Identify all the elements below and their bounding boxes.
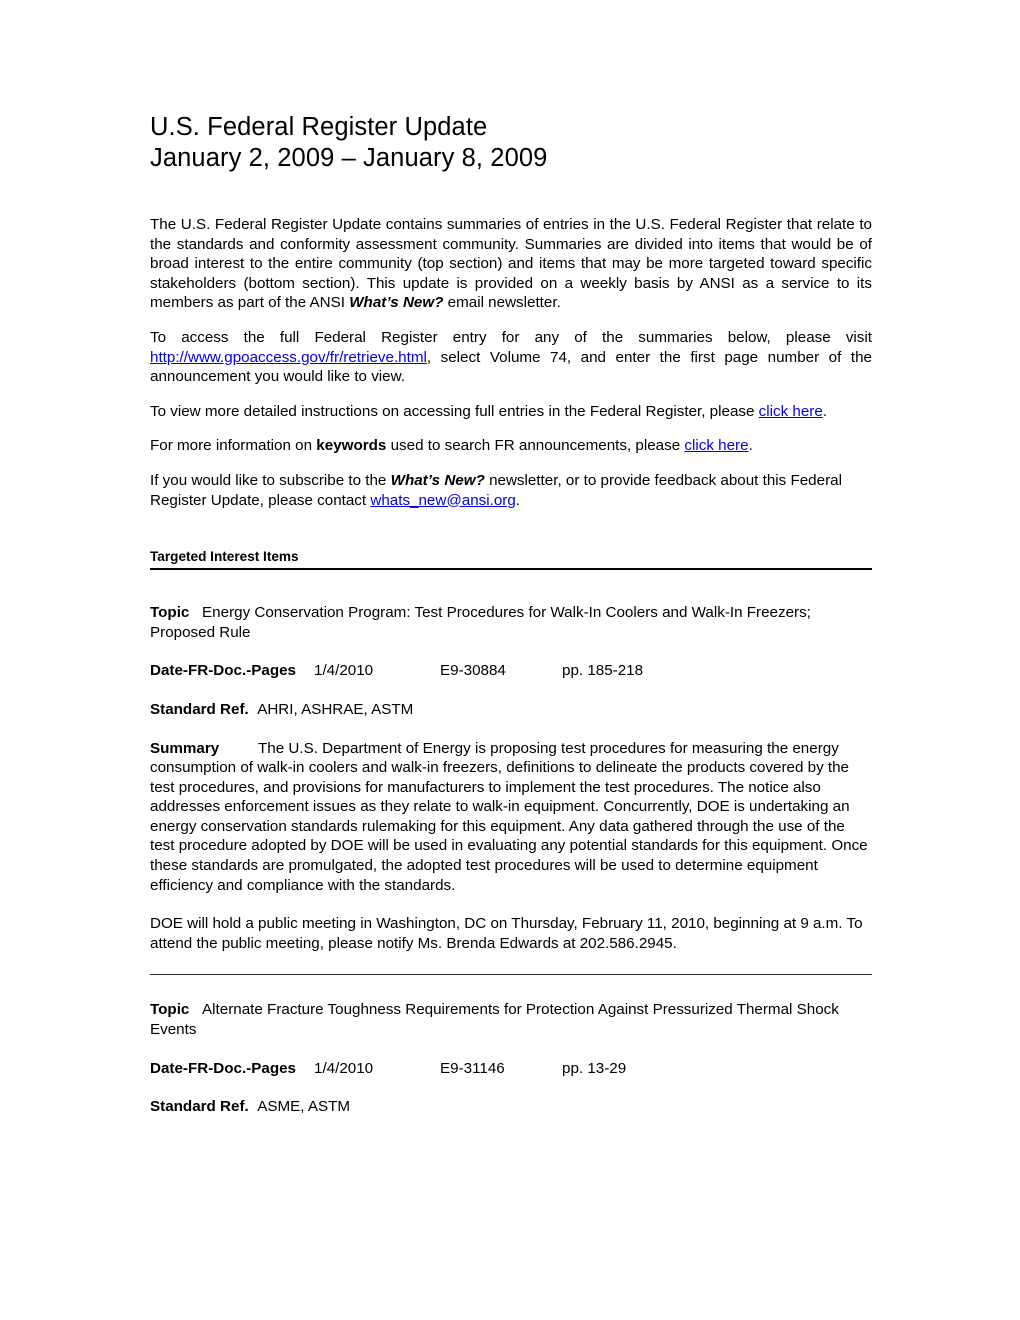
subscribe-text-b: newsletter, or to provide feedback about this Federal Register Update, please contact	[150, 471, 842, 509]
keywords-text-a: For more information on	[150, 437, 317, 455]
standard-ref-value: AHRI, ASHRAE, ASTM	[257, 700, 414, 718]
whats-new-emphasis-2: What’s New?	[390, 471, 485, 489]
entry-standard-ref-row	[150, 700, 872, 720]
standard-ref-label: Standard Ref.	[150, 1098, 249, 1116]
spacer	[150, 510, 872, 548]
entry-fr-doc-value: E9-30884	[440, 662, 506, 680]
entry-date-doc-pages-row	[150, 1059, 872, 1079]
instructions-click-here-link[interactable]: click here	[758, 402, 823, 420]
intro-paragraph-instructions	[150, 402, 872, 422]
topic-label: Topic	[150, 1001, 190, 1019]
entry-pages-value: pp. 13-29	[562, 1059, 627, 1077]
summary-label: Summary	[150, 739, 220, 757]
spacer	[150, 642, 872, 661]
topic-label: Topic	[150, 604, 190, 622]
spacer	[150, 174, 872, 215]
contact-email-link[interactable]: whats_new@ansi.org	[370, 491, 516, 509]
topic-value: Alternate Fracture Toughness Requirements for Protection Against Pressurized Thermal Shock Events	[150, 1001, 839, 1039]
instructions-text-a: To view more detailed instructions on accessing full entries in the Federal Register, please	[150, 402, 759, 420]
spacer	[150, 456, 872, 471]
entry-fr-doc-value: E9-31146	[440, 1059, 505, 1077]
spacer	[150, 895, 872, 914]
keywords-click-here-link[interactable]: click here	[684, 437, 749, 455]
whats-new-emphasis: What’s New?	[349, 294, 444, 312]
summary-paragraph-1: The U.S. Department of Energy is proposing test procedures for measuring the energy consumption of walk-in coolers and walk-in freezers, definitions to delineate the products covered by the test procedures, and provisions for manufacturers to implement the test procedures. The notice also addresses enforcement issues as they relate to walk-in equipment. Concurrently, DOE is undertaking an energy conservation standards rulemaking for this equipment. Any data gathered through the use of the test procedure adopted by DOE will be used in evaluating any potential standards for this equipment. Once these standards are promulgated, the adopted test procedures will be used to determine equipment efficiency and compliance with the standards.	[150, 739, 868, 894]
access-text-b: , select Volume 74, and enter the first page number of the announcement you would like to view.	[150, 348, 872, 386]
subscribe-text-a: If you would like to subscribe to the	[150, 471, 391, 489]
federal-register-entry	[150, 1000, 872, 1116]
federal-register-entry	[150, 603, 872, 1000]
section-heading-targeted-interest-items: Targeted Interest Items	[150, 548, 872, 570]
date-fr-doc-pages-label: Date-FR-Doc.-Pages	[150, 662, 296, 680]
entry-pages-value: pp. 185-218	[562, 662, 644, 680]
spacer	[150, 387, 872, 402]
spacer	[150, 681, 872, 700]
title-line-1: U.S. Federal Register Update	[150, 113, 488, 141]
spacer	[150, 720, 872, 739]
spacer	[150, 975, 872, 1000]
intro-text-b: email newsletter.	[443, 294, 561, 312]
intro-paragraph-subscribe	[150, 471, 872, 510]
intro-paragraph-keywords	[150, 436, 872, 456]
page-title	[150, 112, 872, 174]
intro-paragraph-overview	[150, 215, 872, 313]
spacer	[150, 953, 872, 974]
spacer	[150, 1078, 872, 1097]
keywords-text-c: .	[748, 437, 753, 455]
spacer	[150, 313, 872, 328]
keywords-bold: keywords	[316, 437, 387, 455]
spacer	[150, 570, 872, 603]
standard-ref-value: ASME, ASTM	[257, 1098, 351, 1116]
intro-text-a: The U.S. Federal Register Update contains summaries of entries in the U.S. Federal Register that relate to the standards and conformity assessment community. Summaries are divided into items that would be of broad interest to the entire community (top section) and items that may be more targeted toward specific stakeholders (bottom section). This update is provided on a weekly basis by ANSI as a service to its members as part of the ANSI	[150, 216, 872, 312]
spacer	[150, 1040, 872, 1059]
subscribe-text-c: .	[515, 491, 521, 509]
intro-paragraph-access	[150, 328, 872, 387]
keywords-text-b: used to search FR announcements, please	[386, 437, 685, 455]
access-text-a: To access the full Federal Register entry for any of the summaries below, please visit	[150, 328, 872, 346]
gpoaccess-link[interactable]: http://www.gpoaccess.gov/fr/retrieve.html	[150, 348, 427, 366]
date-fr-doc-pages-label: Date-FR-Doc.-Pages	[150, 1059, 296, 1077]
entry-topic-row	[150, 1000, 872, 1039]
entry-topic-row	[150, 603, 872, 642]
entry-date-doc-pages-row	[150, 661, 872, 681]
entry-date-value: 1/4/2010	[314, 1059, 374, 1077]
entry-date-value: 1/4/2010	[314, 662, 374, 680]
summary-paragraph-2: DOE will hold a public meeting in Washington, DC on Thursday, February 11, 2010, beginning at 9 a.m. To attend the public meeting, please notify Ms. Brenda Edwards at 202.586.2945.	[150, 915, 863, 952]
topic-value: Energy Conservation Program: Test Procedures for Walk-In Coolers and Walk-In Freezers; Proposed Rule	[150, 604, 811, 641]
standard-ref-label: Standard Ref.	[150, 700, 249, 718]
instructions-text-b: .	[822, 402, 828, 420]
title-line-2: January 2, 2009 – January 8, 2009	[150, 144, 548, 172]
spacer	[150, 421, 872, 436]
entry-standard-ref-row	[150, 1097, 872, 1117]
entry-summary-row	[150, 739, 872, 896]
document-content	[150, 112, 872, 1117]
